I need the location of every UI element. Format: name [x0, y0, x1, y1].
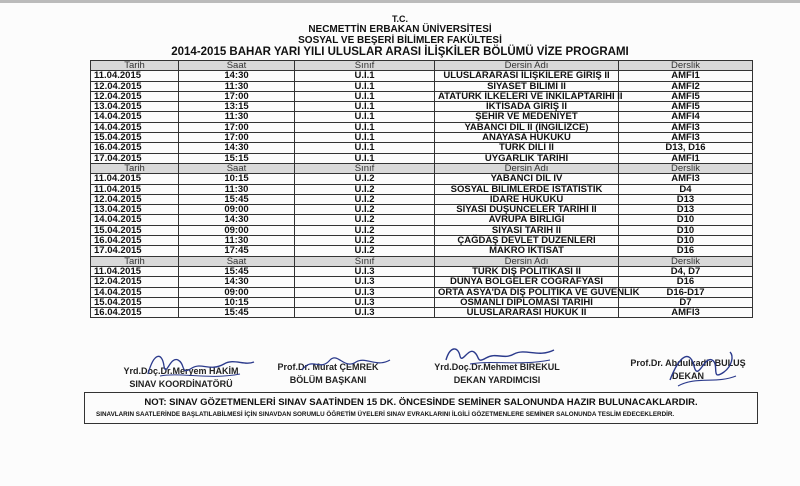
table-cell: D16-D17	[619, 287, 753, 297]
table-cell: U.İ.1	[295, 102, 435, 112]
table-cell: 15.04.2015	[91, 133, 179, 143]
table-cell: 15:45	[179, 194, 295, 204]
table-cell: D13	[619, 194, 753, 204]
column-header: Tarih	[91, 256, 179, 266]
table-row	[91, 236, 753, 246]
handwritten-signature-2	[296, 346, 396, 380]
table-cell: 17:00	[179, 133, 295, 143]
table-cell: 12.04.2015	[91, 194, 179, 204]
table-row	[91, 81, 753, 91]
table-row	[91, 102, 753, 112]
table-cell: 11:30	[179, 112, 295, 122]
table-cell: 12.04.2015	[91, 277, 179, 287]
scan-top-edge	[0, 0, 800, 3]
table-cell: U.İ.1	[295, 91, 435, 101]
table-cell: 16.04.2015	[91, 236, 179, 246]
table-cell: AMFİ1	[619, 153, 753, 163]
header-line-1: T.C.	[391, 14, 408, 24]
table-cell: ANAYASA HUKUKU	[435, 133, 619, 143]
table-row	[91, 143, 753, 153]
table-cell: UYGARLIK TARİHİ	[435, 153, 619, 163]
table-cell: 14:30	[179, 71, 295, 81]
document-title: 2014-2015 BAHAR YARI YILI ULUSLAR ARASI İLİŞKİLER BÖLÜMÜ VİZE PROGRAMI	[171, 46, 629, 58]
table-cell: U.İ.1	[295, 122, 435, 132]
table-cell: İKTİSADA GİRİŞ II	[435, 102, 619, 112]
table-cell: 15:45	[179, 308, 295, 318]
table-cell: U.İ.1	[295, 153, 435, 163]
table-cell: 17:45	[179, 246, 295, 256]
table-cell: D16	[619, 277, 753, 287]
section-header-row	[91, 61, 753, 71]
table-cell: 15.04.2015	[91, 225, 179, 235]
table-cell: AMFİ1	[619, 71, 753, 81]
table-cell: 12.04.2015	[91, 91, 179, 101]
table-cell: 14:30	[179, 215, 295, 225]
table-cell: D13	[619, 205, 753, 215]
table-cell: U.İ.3	[295, 297, 435, 307]
column-header: Tarih	[91, 61, 179, 71]
table-cell: 14:30	[179, 277, 295, 287]
table-cell: AMFİ5	[619, 102, 753, 112]
table-cell: YABANCI DİL II (İNGİLİZCE)	[435, 122, 619, 132]
handwritten-signature-3	[440, 340, 560, 370]
table-row	[91, 205, 753, 215]
column-header: Tarih	[91, 163, 179, 173]
table-cell: 14.04.2015	[91, 112, 179, 122]
signatory-name: Prof.Dr. Abdulkadir BULUŞ	[630, 358, 746, 368]
table-row	[91, 153, 753, 163]
table-cell: 14.04.2015	[91, 122, 179, 132]
table-cell: TÜRK DIŞ POLİTİKASI II	[435, 266, 619, 276]
table-cell: U.İ.2	[295, 194, 435, 204]
table-cell: 12.04.2015	[91, 81, 179, 91]
table-cell: 10:15	[179, 297, 295, 307]
section-header-row	[91, 256, 753, 266]
column-header: Dersin Adı	[435, 61, 619, 71]
table-cell: 09:00	[179, 205, 295, 215]
table-cell: D16	[619, 246, 753, 256]
handwritten-signature-4	[660, 346, 740, 390]
table-cell: U.İ.1	[295, 71, 435, 81]
table-cell: 11.04.2015	[91, 266, 179, 276]
table-cell: U.İ.3	[295, 277, 435, 287]
signatory-role: DEKAN YARDIMCISI	[453, 375, 541, 385]
table-cell: D10	[619, 236, 753, 246]
table-cell: AMFİ3	[619, 174, 753, 184]
column-header: Saat	[179, 256, 295, 266]
signatory-name: Prof.Dr. Murat ÇEMREK	[277, 362, 379, 372]
table-cell: 15:45	[179, 266, 295, 276]
table-row	[91, 112, 753, 122]
table-cell: 11.04.2015	[91, 174, 179, 184]
section-header-row	[91, 163, 753, 173]
column-header: Sınıf	[295, 163, 435, 173]
column-header: Sınıf	[295, 256, 435, 266]
table-cell: ŞEHİR VE MEDENİYET	[435, 112, 619, 122]
table-cell: ULUSLARARASI HUKUK II	[435, 308, 619, 318]
table-cell: OSMANLI DİPLOMASİ TARİHİ	[435, 297, 619, 307]
signatory-role: BÖLÜM BAŞKANI	[289, 375, 367, 385]
table-cell: AMFİ3	[619, 133, 753, 143]
table-cell: U.İ.2	[295, 225, 435, 235]
table-cell: 15:15	[179, 153, 295, 163]
table-cell: D4, D7	[619, 266, 753, 276]
table-cell: U.İ.3	[295, 287, 435, 297]
table-cell: 14.04.2015	[91, 215, 179, 225]
table-cell: 17.04.2015	[91, 153, 179, 163]
table-row	[91, 225, 753, 235]
table-cell: 11:30	[179, 236, 295, 246]
table-cell: 14:30	[179, 143, 295, 153]
table-cell: 15.04.2015	[91, 297, 179, 307]
table-cell: 17:00	[179, 122, 295, 132]
table-row	[91, 308, 753, 318]
table-row	[91, 174, 753, 184]
table-cell: D13, D16	[619, 143, 753, 153]
table-cell: U.İ.2	[295, 174, 435, 184]
table-row	[91, 71, 753, 81]
table-cell: SİYASİ DÜŞÜNCELER TARİHİ II	[435, 205, 619, 215]
table-cell: U.İ.2	[295, 236, 435, 246]
table-cell: U.İ.2	[295, 205, 435, 215]
column-header: Dersin Adı	[435, 256, 619, 266]
table-cell: U.İ.1	[295, 112, 435, 122]
exam-schedule-table	[90, 60, 753, 318]
table-cell: AMFİ2	[619, 81, 753, 91]
table-cell: AMFİ5	[619, 91, 753, 101]
table-cell: ORTA ASYA'DA DIŞ POLİTİKA VE GÜVENLİK	[435, 287, 619, 297]
table-cell: U.İ.2	[295, 215, 435, 225]
signatory-role: SINAV KOORDİNATÖRÜ	[129, 379, 233, 389]
table-row	[91, 133, 753, 143]
table-cell: SİYASET BİLİMİ II	[435, 81, 619, 91]
table-cell: 13.04.2015	[91, 102, 179, 112]
table-cell: 11.04.2015	[91, 71, 179, 81]
table-cell: 11:30	[179, 81, 295, 91]
table-cell: 16.04.2015	[91, 143, 179, 153]
table-row	[91, 266, 753, 276]
table-cell: TÜRK DİLİ II	[435, 143, 619, 153]
signatory-name: Yrd.Doç.Dr.Meryem HAKİM	[123, 366, 239, 376]
table-cell: YABANCI DİL IV	[435, 174, 619, 184]
table-row	[91, 297, 753, 307]
table-cell: ATATÜRK İLKELERİ VE İNKILAPTARİHİ II	[435, 91, 619, 101]
table-row	[91, 91, 753, 101]
university-name: NECMETTİN ERBAKAN ÜNİVERSİTESİ	[308, 24, 492, 35]
table-row	[91, 246, 753, 256]
table-row	[91, 277, 753, 287]
column-header: Derslik	[619, 163, 753, 173]
table-cell: 13:15	[179, 102, 295, 112]
signatory-role: DEKAN	[671, 371, 704, 381]
table-row	[91, 194, 753, 204]
table-cell: 09:00	[179, 225, 295, 235]
table-cell: AMFİ3	[619, 308, 753, 318]
handwritten-signature-1	[140, 346, 260, 386]
table-cell: İDARE HUKUKU	[435, 194, 619, 204]
table-cell: D7	[619, 297, 753, 307]
table-cell: 14.04.2015	[91, 287, 179, 297]
table-cell: U.İ.3	[295, 266, 435, 276]
column-header: Sınıf	[295, 61, 435, 71]
column-header: Derslik	[619, 256, 753, 266]
column-header: Saat	[179, 163, 295, 173]
table-cell: U.İ.3	[295, 308, 435, 318]
column-header: Derslik	[619, 61, 753, 71]
table-cell: D10	[619, 225, 753, 235]
table-cell: 11:30	[179, 184, 295, 194]
table-cell: U.İ.2	[295, 246, 435, 256]
table-row	[91, 287, 753, 297]
column-header: Saat	[179, 61, 295, 71]
table-cell: 17.04.2015	[91, 246, 179, 256]
table-cell: ÇAĞDAŞ DEVLET DÜZENLERİ	[435, 236, 619, 246]
table-cell: AMFİ4	[619, 112, 753, 122]
table-cell: U.İ.2	[295, 184, 435, 194]
table-cell: MAKRO İKTİSAT	[435, 246, 619, 256]
note-main: NOT: SINAV GÖZETMENLERİ SINAV SAATİNDEN 15 DK. ÖNCESİNDE SEMİNER SALONUNDA HAZIR BULUNACAKLARDIR.	[144, 397, 698, 408]
note-small: SINAVLARIN SAATLERİNDE BAŞLATILABİLMESİ İÇİN SINAVDAN SORUMLU ÖĞRETİM ÜYELERİ SINAV EVRAKLARINI İLGİLİ GÖZETMENLERE SEMİNER SALONUNDA TESLİM EDECEKLERDİR.	[96, 411, 675, 418]
table-cell: U.İ.1	[295, 133, 435, 143]
table-cell: U.İ.1	[295, 143, 435, 153]
table-cell: 16.04.2015	[91, 308, 179, 318]
table-row	[91, 184, 753, 194]
table-cell: ULUSLARARASI İLİŞKİLERE GİRİŞ II	[435, 71, 619, 81]
table-row	[91, 215, 753, 225]
table-cell: SİYASİ TARİH II	[435, 225, 619, 235]
table-cell: AMFİ3	[619, 122, 753, 132]
table-cell: AVRUPA BİRLİĞİ	[435, 215, 619, 225]
table-cell: D4	[619, 184, 753, 194]
column-header: Dersin Adı	[435, 163, 619, 173]
table-cell: SOSYAL BİLİMLERDE İSTATİSTİK	[435, 184, 619, 194]
table-cell: D10	[619, 215, 753, 225]
table-cell: 13.04.2015	[91, 205, 179, 215]
table-cell: 09:00	[179, 287, 295, 297]
faculty-name: SOSYAL VE BEŞERİ BİLİMLER FAKÜLTESİ	[298, 35, 502, 46]
table-cell: 11.04.2015	[91, 184, 179, 194]
table-cell: 17:00	[179, 91, 295, 101]
table-row	[91, 122, 753, 132]
signatory-name: Yrd.Doç.Dr.Mehmet BİREKUL	[434, 362, 560, 372]
table-cell: U.İ.1	[295, 81, 435, 91]
table-cell: 10:15	[179, 174, 295, 184]
table-cell: DÜNYA BÖLGELER COĞRAFYASI	[435, 277, 619, 287]
